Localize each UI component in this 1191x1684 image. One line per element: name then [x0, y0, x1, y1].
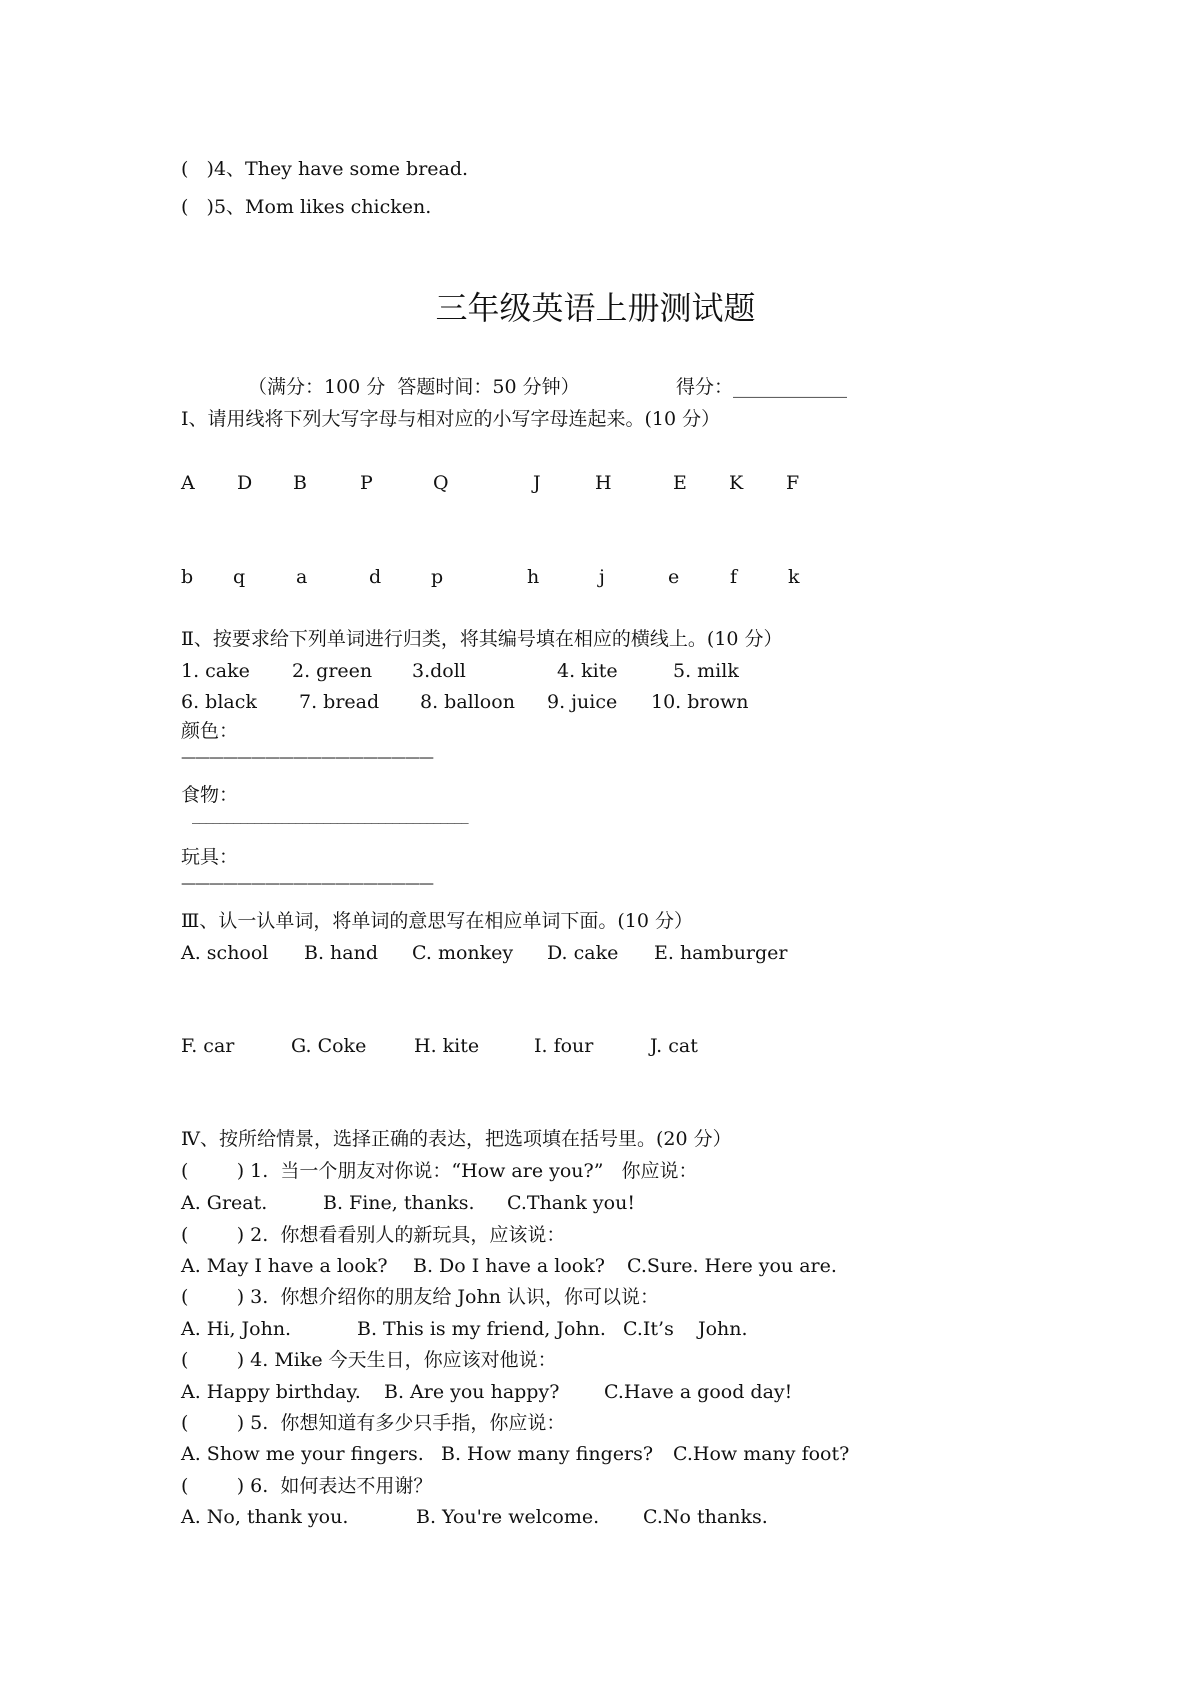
- carryover-item-5: ( )5、Mom likes chicken.: [181, 196, 432, 218]
- option-c: C.It’s John.: [623, 1318, 748, 1340]
- word-item: B. hand: [304, 942, 379, 964]
- word-item: F. car: [181, 1035, 235, 1057]
- category-toy-label: 玩具：: [181, 846, 239, 868]
- section-3-heading: Ⅲ、认一认单词，将单词的意思写在相应单词下面。(10 分）: [181, 910, 693, 932]
- category-food-label: 食物：: [181, 784, 239, 806]
- option-a: A. Happy birthday.: [181, 1381, 361, 1403]
- lower-letter: h: [527, 566, 540, 588]
- word-option: 8. balloon: [420, 691, 515, 713]
- word-option: 7. bread: [299, 691, 380, 713]
- upper-letter: H: [595, 472, 612, 494]
- score-field: 得分：____________: [676, 376, 848, 398]
- option-a: A. No, thank you.: [181, 1506, 349, 1528]
- option-c: C.Sure. Here you are.: [627, 1255, 837, 1277]
- question-3: ( ) 3. 你想介绍你的朋友给 John 认识，你可以说：: [181, 1286, 659, 1308]
- section-4-heading: Ⅳ、按所给情景，选择正确的表达，把选项填在括号里。(20 分）: [181, 1128, 732, 1150]
- question-6: ( ) 6. 如何表达不用谢？: [181, 1475, 433, 1497]
- option-a: A. May I have a look?: [181, 1255, 388, 1277]
- page-title: 三年级英语上册测试题: [435, 289, 756, 327]
- exam-info: （满分：100 分 答题时间：50 分钟）: [248, 376, 580, 398]
- upper-letter: J: [533, 472, 541, 494]
- answer-line-color: ——————————————————: [181, 748, 433, 766]
- option-b: B. Do I have a look?: [413, 1255, 605, 1277]
- option-c: C.No thanks.: [643, 1506, 768, 1528]
- section-2-heading: Ⅱ、按要求给下列单词进行归类，将其编号填在相应的横线上。(10 分）: [181, 628, 783, 650]
- upper-letter: Q: [433, 472, 449, 494]
- word-item: I. four: [534, 1035, 594, 1057]
- option-b: B. How many fingers?: [441, 1443, 654, 1465]
- option-c: C.Have a good day!: [604, 1381, 793, 1403]
- word-item: D. cake: [547, 942, 619, 964]
- upper-letter: D: [237, 472, 253, 494]
- lower-letter: k: [788, 566, 800, 588]
- option-b: B. Fine, thanks.: [323, 1192, 475, 1214]
- word-option: 4. kite: [557, 660, 618, 682]
- option-a: A. Great.: [181, 1192, 268, 1214]
- option-b: B. You're welcome.: [416, 1506, 600, 1528]
- upper-letter: E: [673, 472, 687, 494]
- lower-letter: a: [296, 566, 308, 588]
- answer-line-toy: ——————————————————: [181, 874, 433, 892]
- lower-letter: f: [730, 566, 738, 588]
- option-c: C.Thank you!: [507, 1192, 635, 1214]
- upper-letter: F: [786, 472, 800, 494]
- answer-line-food: ________________________________________: [192, 806, 469, 824]
- word-item: C. monkey: [412, 942, 514, 964]
- lower-letter: b: [181, 566, 194, 588]
- word-option: 6. black: [181, 691, 257, 713]
- option-c: C.How many foot?: [673, 1443, 850, 1465]
- word-option: 5. milk: [673, 660, 739, 682]
- upper-letter: B: [293, 472, 307, 494]
- word-option: 10. brown: [651, 691, 749, 713]
- upper-letter: P: [360, 472, 373, 494]
- lower-letter: q: [233, 566, 246, 588]
- word-option: 2. green: [292, 660, 373, 682]
- lower-letter: d: [369, 566, 382, 588]
- word-item: G. Coke: [291, 1035, 367, 1057]
- carryover-item-4: ( )4、They have some bread.: [181, 158, 469, 180]
- lower-letter: e: [668, 566, 680, 588]
- question-1: ( ) 1. 当一个朋友对你说：“How are you?” 你应说：: [181, 1160, 698, 1182]
- option-a: A. Show me your fingers.: [181, 1443, 424, 1465]
- lower-letter: j: [599, 566, 605, 588]
- option-b: B. This is my friend, John.: [357, 1318, 606, 1340]
- question-4: ( ) 4. Mike 今天生日，你应该对他说：: [181, 1349, 557, 1371]
- lower-letter: p: [431, 566, 444, 588]
- word-option: 9. juice: [547, 691, 618, 713]
- word-item: E. hamburger: [654, 942, 788, 964]
- category-color-label: 颜色：: [181, 720, 239, 742]
- word-item: H. kite: [414, 1035, 480, 1057]
- word-option: 1. cake: [181, 660, 250, 682]
- question-5: ( ) 5. 你想知道有多少只手指，你应说：: [181, 1412, 566, 1434]
- option-a: A. Hi, John.: [181, 1318, 292, 1340]
- section-1-heading: Ⅰ、请用线将下列大写字母与相对应的小写字母连起来。(10 分）: [181, 408, 721, 430]
- word-item: J. cat: [650, 1035, 698, 1057]
- option-b: B. Are you happy?: [384, 1381, 560, 1403]
- word-option: 3.doll: [412, 660, 466, 682]
- word-item: A. school: [181, 942, 269, 964]
- question-2: ( ) 2. 你想看看别人的新玩具，应该说：: [181, 1224, 566, 1246]
- upper-letter: K: [729, 472, 744, 494]
- upper-letter: A: [181, 472, 195, 494]
